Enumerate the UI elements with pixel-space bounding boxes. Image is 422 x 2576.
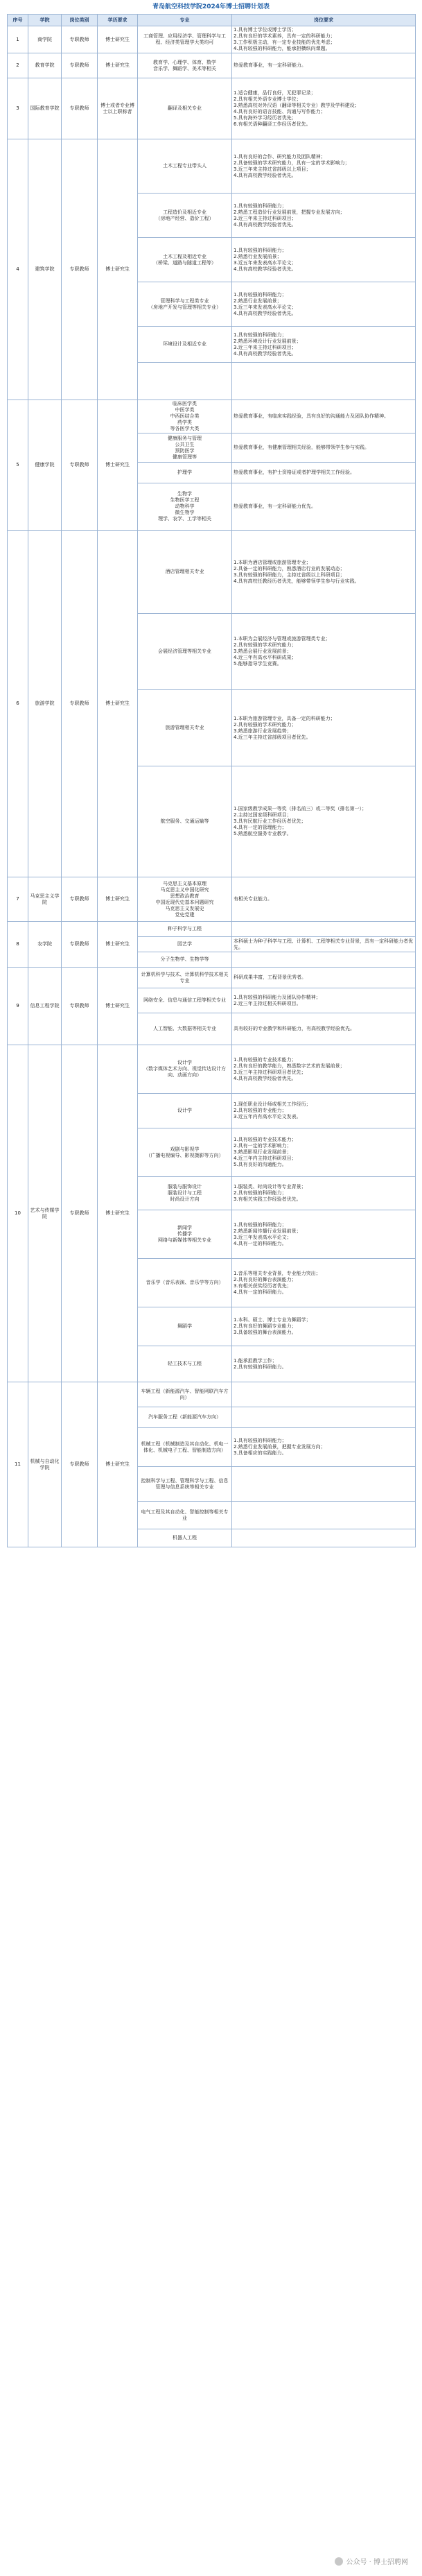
seq-cell: 7: [8, 877, 28, 922]
requirement-cell: [232, 922, 416, 937]
requirement-cell: 1.本职为酒店管理或旅游管理专业； 2.具备一定的科研能力，熟悉酒店行业的发展动态； 3.具有较强的科研能力，主持过省级以上科研项目； 4.具有高校任教经历者优先，能够带领学生参与行业实践。: [232, 531, 416, 614]
requirement-cell: 1.具有较强的科研能力； 2.熟悉行业发展前景，把握专业发展方向； 3.具备相应的实践能力。: [232, 1428, 416, 1467]
requirement-cell: 1.现任职业设计师或相关工作经历； 2.具有较强的专业能力； 3.近五年内有高水平论文发表。: [232, 1094, 416, 1128]
requirement-cell: 1.适合健康，品行良好，无犯罪记录； 2.具有相关外语专业博士学位； 3.熟悉高校对外汉语（翻译等相关专业）教学及学科建设； 4.具有良好的语言技能、沟通与写作能力； 5.具有海外学习经历者优先； 6.有相关语种翻译工作经历者优先。: [232, 78, 416, 139]
college-cell: 信息工程学院: [28, 968, 62, 1045]
wechat-icon: [335, 2557, 343, 2566]
major-cell: 车辆工程（新能源汽车、智能网联汽车方向）: [138, 1382, 232, 1407]
major-cell: 工商管理、应用经济学、管理科学与工程、经济类管理学大类均可: [138, 26, 232, 53]
requirement-cell: 热爱教育事业，有护士资格证或者护理学相关工作经验。: [232, 463, 416, 483]
requirement-cell: 1.音乐等相关专业背景，专业能力突出； 2.具有良好的舞台表演能力； 3.有相关获奖经历者优先； 4.具有一定的科研能力。: [232, 1259, 416, 1307]
table-row: [8, 922, 416, 937]
requirement-cell: [232, 952, 416, 968]
college-cell: 马克思主义学院: [28, 877, 62, 922]
college-cell: 机械与自动化学院: [28, 1382, 62, 1547]
requirement-cell: 有相关专业能力。: [232, 877, 416, 922]
category-cell: 专职教师: [62, 400, 98, 531]
category-cell: 专职教师: [62, 53, 98, 78]
table-row: [8, 968, 416, 988]
table-header-row: [8, 15, 416, 26]
table-row: [8, 53, 416, 78]
major-cell: 人工智能、大数据等相关专业: [138, 1013, 232, 1045]
seq-cell: 6: [8, 531, 28, 877]
category-cell: 专职教师: [62, 139, 98, 400]
requirement-cell: 1.具有较强的科研能力； 2.熟悉新闻传播行业发展前景； 3.近三年发表高水平论文； 4.具有一定的科研能力。: [232, 1210, 416, 1259]
requirement-cell: 本科硕士为种子科学与工程、计算机、工程等相关专业背景，具有一定科研能力者优先。: [232, 937, 416, 952]
table-row: [8, 139, 416, 194]
major-cell: 翻译及相关专业: [138, 78, 232, 139]
page-title: 青岛航空科技学院2024年博士招聘计划表: [152, 3, 270, 10]
major-cell: 汽车服务工程（新能源汽车方向）: [138, 1407, 232, 1428]
requirement-cell: [232, 1467, 416, 1502]
major-cell: 服装与服饰设计 服装设计与工程 时尚设计方向: [138, 1177, 232, 1210]
major-cell: 种子科学与工程: [138, 922, 232, 937]
requirement-cell: 1.能承担教学工作； 2.具有较强的科研能力。: [232, 1346, 416, 1382]
requirement-cell: 1.具有较强的科研能力； 2.熟悉工程造价行业发展前景，把握专业发展方向； 3.近三年来主持过科研项目； 4.具有高校教学经验者优先。: [232, 194, 416, 238]
seq-cell: 5: [8, 400, 28, 531]
major-cell: 机器人工程: [138, 1529, 232, 1547]
requirement-cell: 热爱教育事业，有健康管理相关经验，能够带领学生参与实践。: [232, 433, 416, 463]
table-row: [8, 1382, 416, 1407]
requirement-cell: 1.具有较强的专业技术能力； 2.具有良好的教学能力，熟悉数字艺术的发展前景； 3.近三年主持过科研项目者优先； 4.具有高校教学经验者优先。: [232, 1045, 416, 1094]
major-cell: 机械工程（机械制造及其自动化、机电一体化、机械电子工程、智能制造方向）: [138, 1428, 232, 1467]
major-cell: 护理学: [138, 463, 232, 483]
requirement-cell: [232, 363, 416, 400]
major-cell: 计算机科学与技术、计算机科学技术相关专业: [138, 968, 232, 988]
education-cell: 博士研究生: [98, 53, 138, 78]
recruitment-table: [7, 14, 416, 1547]
seq-cell: 1: [8, 26, 28, 53]
category-cell: 专职教师: [62, 1045, 98, 1382]
category-cell: 专职教师: [62, 78, 98, 139]
college-cell: 农学院: [28, 922, 62, 968]
requirement-cell: 1.具有较强的科研能力； 2.熟悉行业发展前景； 3.近三年来发表高水平论文； 4.具有高校教学经验者优先。: [232, 282, 416, 327]
table-row: [8, 531, 416, 614]
major-cell: 环境设计及相近专业: [138, 327, 232, 363]
college-cell: 商学院: [28, 26, 62, 53]
requirement-cell: 热爱教育事业，有一定科研能力优先。: [232, 483, 416, 531]
major-cell: 临床医学类 中医学类 中西医结合类 药学类 等各医学大类: [138, 400, 232, 433]
requirement-cell: 热爱教育事业，有一定科研能力。: [232, 53, 416, 78]
requirement-cell: 1.具有良好的合作、研究能力及团队精神； 2.具备较强的学术研究能力，具有一定的学术影响力； 3.近三年来主持过省部级以上项目； 4.具有高校教学经验者优先。: [232, 139, 416, 194]
table-row: [8, 400, 416, 433]
header-cell: 序号: [8, 15, 28, 26]
major-cell: 土木工程专业带头人: [138, 139, 232, 194]
education-cell: 博士研究生: [98, 877, 138, 922]
requirement-cell: [232, 1382, 416, 1407]
requirement-cell: 1.具有较强的科研能力及团队协作精神； 2.近三年主持过相关科研项目。: [232, 988, 416, 1013]
requirement-cell: [232, 1502, 416, 1529]
header-cell: 岗位要求: [232, 15, 416, 26]
requirement-cell: 1.具有较强的科研能力； 2.熟悉行业发展前景； 3.近五年来发表高水平论文； 4.具有高校教学经验者优先。: [232, 238, 416, 282]
seq-cell: 4: [8, 139, 28, 400]
requirement-cell: [232, 1529, 416, 1547]
header-cell: 学院: [28, 15, 62, 26]
category-cell: 专职教师: [62, 877, 98, 922]
watermark: [335, 2556, 408, 2566]
requirement-cell: 1.服装类、时尚设计等专业背景； 2.具有较强的科研能力； 3.有相关实践工作经验者优先。: [232, 1177, 416, 1210]
requirement-cell: 1.本职为会展经济与管理或旅游管理类专业； 2.具有较强的学术研究能力； 3.熟悉会展行业发展前景； 4.近三年有高水平科研成果； 5.能够指导学生竞赛。: [232, 614, 416, 690]
major-cell: 园艺学: [138, 937, 232, 952]
category-cell: 专职教师: [62, 531, 98, 877]
major-cell: 工程造价及相近专业 （房地产经营、造价工程）: [138, 194, 232, 238]
college-cell: 旅游学院: [28, 531, 62, 877]
major-cell: 轻工技术与工程: [138, 1346, 232, 1382]
requirement-cell: 1.国家级教学成果一等奖（排名前三）或二等奖（排名第一）； 2.主持过国家级科研项目； 3.具有民航行业工作经历者优先； 4.具有一定的管理能力； 5.熟悉航空服务专业教学。: [232, 766, 416, 877]
header-cell: 专业: [138, 15, 232, 26]
requirement-cell: 1.具有博士学位或博士学历； 2.具有良好的学术素养，具有一定的科研能力； 3.工作积极主动，有一定专业技能的优先考虑； 4.具有较强的科研能力，能承担横纵向课题。: [232, 26, 416, 53]
category-cell: 专职教师: [62, 1382, 98, 1547]
education-cell: 博士研究生: [98, 922, 138, 968]
major-cell: 健康服务与管理 公共卫生 预防医学 健康管理等: [138, 433, 232, 463]
requirement-cell: 1.具有较强的专业技术能力； 2.具有一定的学术影响力； 3.熟悉影视行业发展前景； 4.近三年内主持过科研项目； 5.具有良好的沟通能力。: [232, 1128, 416, 1177]
college-cell: 艺术与传媒学院: [28, 1045, 62, 1382]
major-cell: 酒店管理相关专业: [138, 531, 232, 614]
seq-cell: 9: [8, 968, 28, 1045]
major-cell: 会展经济管理等相关专业: [138, 614, 232, 690]
category-cell: 专职教师: [62, 968, 98, 1045]
requirement-cell: 1.本职为旅游管理专业，具备一定的科研能力； 2.具有较强的学术研究能力； 3.熟悉旅游行业发展趋势； 4.近三年主持过省部级项目者优先。: [232, 690, 416, 766]
education-cell: 博士研究生: [98, 1045, 138, 1382]
seq-cell: 11: [8, 1382, 28, 1547]
major-cell: 电气工程及其自动化、智能控制等相关专业: [138, 1502, 232, 1529]
table-row: [8, 78, 416, 139]
seq-cell: 8: [8, 922, 28, 968]
major-cell: 航空服务、交通运输等: [138, 766, 232, 877]
education-cell: 博士研究生: [98, 968, 138, 1045]
major-cell: 旅游管理相关专业: [138, 690, 232, 766]
college-cell: 健康学院: [28, 400, 62, 531]
requirement-cell: 1.具有较强的科研能力； 2.熟悉环境设计行业发展前景； 3.近三年来主持过科研项目； 4.具有高校教学经验者优先。: [232, 327, 416, 363]
major-cell: 设计学 （数字媒体艺术方向、视觉传达设计方向、动画方向）: [138, 1045, 232, 1094]
table-body: [8, 26, 416, 1547]
college-cell: 建筑学院: [28, 139, 62, 400]
requirement-cell: 热爱教育事业，有临床实践经验，具有良好的沟通能力及团队协作精神。: [232, 400, 416, 433]
major-cell: 控制科学与工程、管理科学与工程、信息管理与信息系统等相关专业: [138, 1467, 232, 1502]
major-cell: 教育学、心理学、体育、数学 音乐学、舞蹈学、美术等相关: [138, 53, 232, 78]
requirement-cell: 科研成果丰富，工程背景优秀者。: [232, 968, 416, 988]
major-cell: 马克思主义基本原理 马克思主义中国化研究 思想政治教育 中国近现代史基本问题研究 马克思主义发展史 党史党建: [138, 877, 232, 922]
college-cell: 国际教育学院: [28, 78, 62, 139]
seq-cell: 10: [8, 1045, 28, 1382]
major-cell: 土木工程及相近专业 （桥梁、道路与隧道工程等）: [138, 238, 232, 282]
major-cell: 生物学 生物医学工程 动物科学 微生物学 理学、农学、工学等相关: [138, 483, 232, 531]
header-cell: 学历要求: [98, 15, 138, 26]
table-row: [8, 1045, 416, 1094]
major-cell: [138, 363, 232, 400]
category-cell: 专职教师: [62, 26, 98, 53]
major-cell: 网络安全、信息与通信工程等相关专业: [138, 988, 232, 1013]
requirement-cell: 具有较好的专业教学和科研能力，有高校教学经验优先。: [232, 1013, 416, 1045]
requirement-cell: 1.本科、硕士、博士专业为舞蹈学； 2.具有良好的舞蹈专业能力； 3.具备较强的舞台表演能力。: [232, 1307, 416, 1346]
header-cell: 岗位类别: [62, 15, 98, 26]
seq-cell: 2: [8, 53, 28, 78]
major-cell: 分子生物学、生物学等: [138, 952, 232, 968]
table-row: [8, 26, 416, 53]
major-cell: 设计学: [138, 1094, 232, 1128]
watermark-text: 公众号 · 博士招聘网: [346, 2559, 408, 2566]
major-cell: 舞蹈学: [138, 1307, 232, 1346]
major-cell: 戏剧与影视学 （广播电视编导、影视摄影等方向）: [138, 1128, 232, 1177]
major-cell: 管理科学与工程类专业 （房地产开发与管理等相关专业）: [138, 282, 232, 327]
requirement-cell: [232, 1407, 416, 1428]
major-cell: 新闻学 传播学 网络与新媒体等相关专业: [138, 1210, 232, 1259]
education-cell: 博士研究生: [98, 139, 138, 400]
category-cell: 专职教师: [62, 922, 98, 968]
education-cell: 博士或者专业博士以上职称者: [98, 78, 138, 139]
college-cell: 教育学院: [28, 53, 62, 78]
major-cell: 音乐学（音乐表演、音乐学等方向）: [138, 1259, 232, 1307]
education-cell: 博士研究生: [98, 1382, 138, 1547]
education-cell: 博士研究生: [98, 531, 138, 877]
table-row: [8, 877, 416, 922]
seq-cell: 3: [8, 78, 28, 139]
education-cell: 博士研究生: [98, 26, 138, 53]
education-cell: 博士研究生: [98, 400, 138, 531]
